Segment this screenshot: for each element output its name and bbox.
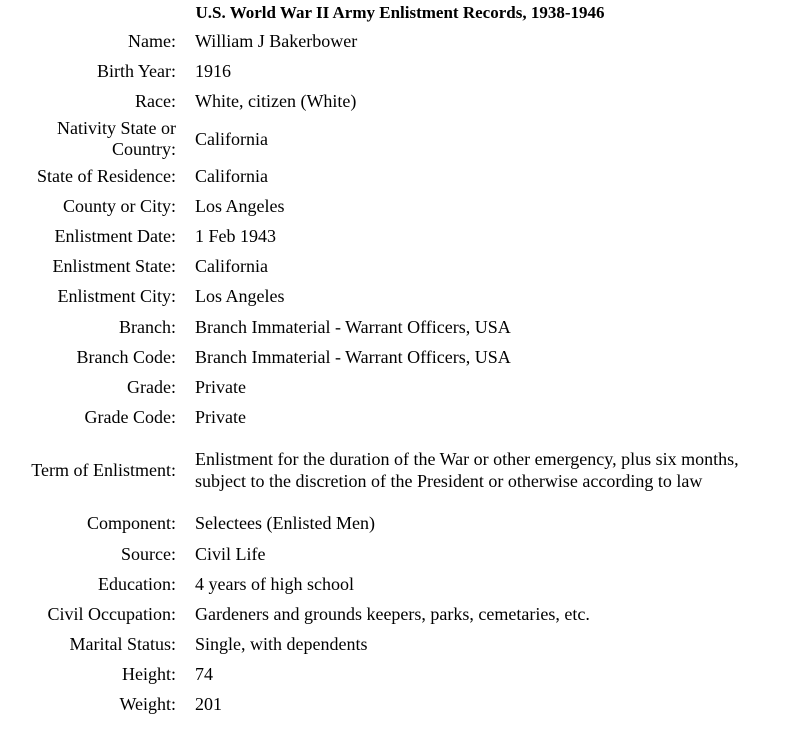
field-value: Los Angeles xyxy=(195,286,285,307)
field-value: 74 xyxy=(195,664,213,685)
field-value: 201 xyxy=(195,694,222,715)
field-row-civil-occupation xyxy=(0,599,755,629)
field-value: Branch Immaterial - Warrant Officers, USA xyxy=(195,346,511,367)
field-row-county-or-city xyxy=(0,191,755,221)
field-label: Enlistment Date: xyxy=(54,226,176,247)
field-label: Name: xyxy=(128,31,176,52)
field-row-nativity xyxy=(0,117,755,161)
field-row-grade xyxy=(0,372,755,402)
field-value: Branch Immaterial - Warrant Officers, USA xyxy=(195,316,511,337)
field-value: Civil Life xyxy=(195,543,266,564)
field-value: California xyxy=(195,128,268,149)
field-value: 1 Feb 1943 xyxy=(195,226,276,247)
field-label xyxy=(0,117,195,161)
field-value: William J Bakerbower xyxy=(195,31,358,52)
field-row-source xyxy=(0,538,755,568)
field-label: Source: xyxy=(121,543,176,564)
field-row-weight xyxy=(0,689,755,719)
field-label: State of Residence: xyxy=(37,165,176,186)
field-value: Los Angeles xyxy=(195,195,285,216)
field-value: Single, with dependents xyxy=(195,634,368,655)
field-label: Enlistment City: xyxy=(57,286,176,307)
field-label: Race: xyxy=(135,91,176,112)
field-row-term-of-enlistment xyxy=(0,432,755,508)
field-value: White, citizen (White) xyxy=(195,91,357,112)
field-label: Education: xyxy=(98,573,176,594)
field-label: Civil Occupation: xyxy=(47,603,176,624)
field-label: Grade: xyxy=(127,376,176,397)
field-label: Grade Code: xyxy=(84,407,176,428)
field-label: County or City: xyxy=(62,195,176,216)
field-label-line2: Country: xyxy=(111,138,176,159)
field-value: Gardeners and grounds keepers, parks, cemetaries, etc. xyxy=(195,603,590,624)
field-label: Enlistment State: xyxy=(52,256,176,277)
record-fields-table xyxy=(0,26,755,720)
field-row-enlistment-state xyxy=(0,251,755,281)
field-row-branch xyxy=(0,312,755,342)
field-label: Term of Enlistment: xyxy=(31,460,176,481)
field-value: Selectees (Enlisted Men) xyxy=(195,513,375,534)
field-label: Component: xyxy=(87,513,176,534)
field-label: Weight: xyxy=(119,694,176,715)
field-row-component xyxy=(0,508,755,538)
field-value: Enlistment for the duration of the War or other emergency, plus six months, subject to the discretion of the President or otherwise according to law xyxy=(195,449,739,492)
field-label: Branch: xyxy=(119,316,176,337)
field-label: Branch Code: xyxy=(76,346,176,367)
field-row-grade-code xyxy=(0,402,755,432)
field-value: California xyxy=(195,256,268,277)
field-row-race xyxy=(0,86,755,116)
field-label: Height: xyxy=(122,664,176,685)
field-row-height xyxy=(0,659,755,689)
field-label-line1: Nativity State or xyxy=(57,117,176,138)
field-value: 1916 xyxy=(195,61,231,82)
field-row-state-of-residence xyxy=(0,161,755,191)
field-value: Private xyxy=(195,407,246,428)
field-value: Private xyxy=(195,376,246,397)
field-row-name xyxy=(0,26,755,56)
field-row-enlistment-city xyxy=(0,281,755,311)
record-title: U.S. World War II Army Enlistment Records, 1938-1946 xyxy=(195,3,605,22)
field-label-multiline xyxy=(57,118,176,160)
field-row-branch-code xyxy=(0,342,755,372)
field-label: Birth Year: xyxy=(96,61,176,82)
field-value: California xyxy=(195,165,268,186)
field-row-enlistment-date xyxy=(0,221,755,251)
field-row-birth-year xyxy=(0,56,755,86)
field-row-education xyxy=(0,569,755,599)
field-label: Marital Status: xyxy=(69,634,176,655)
field-row-marital-status xyxy=(0,629,755,659)
field-value: 4 years of high school xyxy=(195,573,354,594)
